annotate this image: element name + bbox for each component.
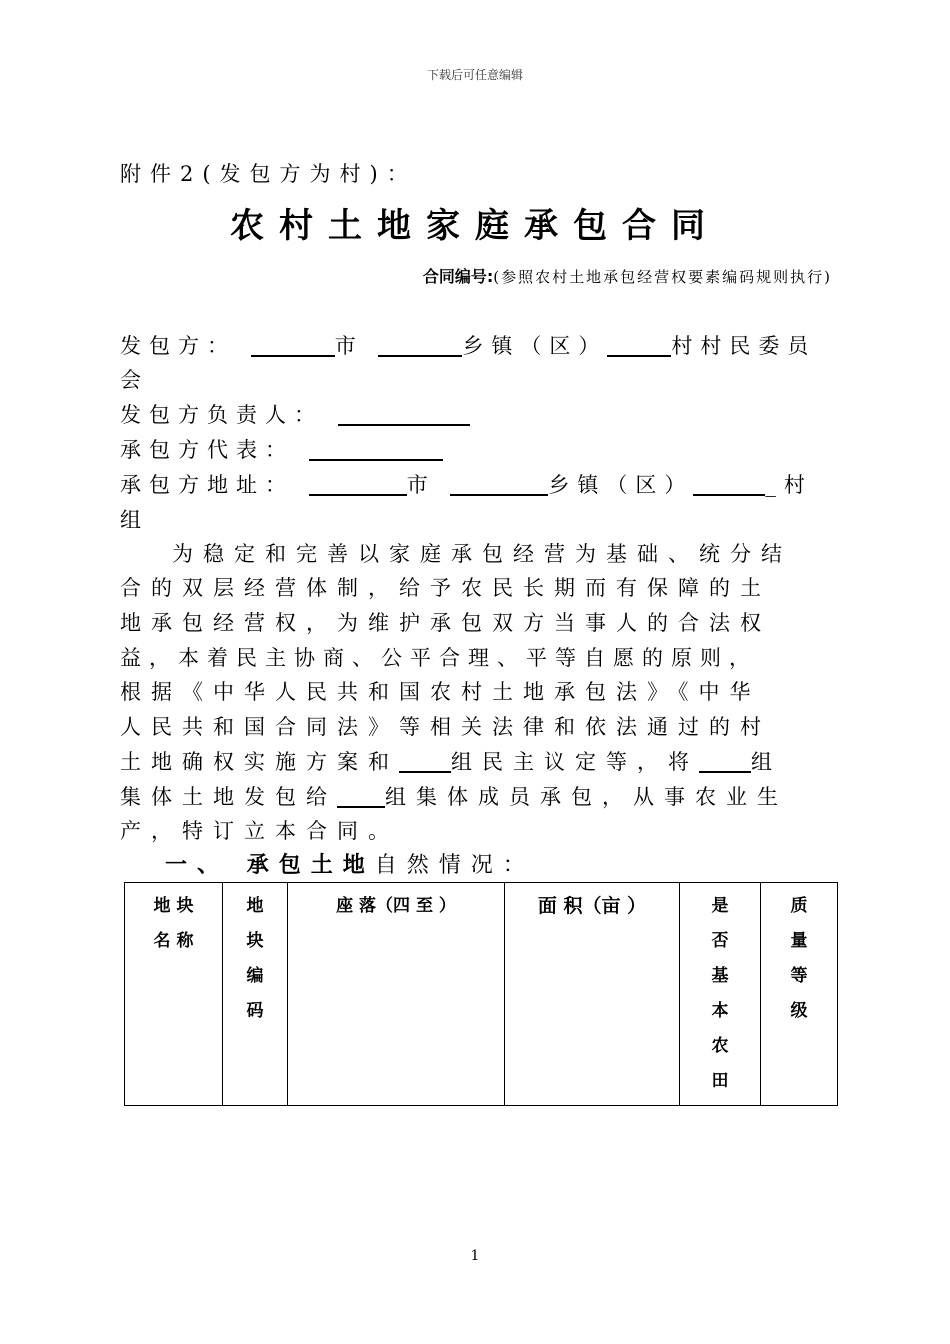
group-blank-1[interactable]	[399, 749, 451, 773]
header-text: 地 块	[153, 896, 194, 916]
group-blank-3[interactable]	[337, 784, 385, 808]
col-plot-code	[223, 883, 288, 1106]
contract-number	[423, 264, 832, 287]
para-line-7	[120, 745, 832, 780]
township-label: 乡镇（区）	[462, 334, 608, 358]
addr-township-label: 乡镇（区）	[548, 473, 694, 497]
para-line-4: 益，本着民主协商、公平合理、平等自愿的原则，	[120, 646, 758, 670]
section-1-title-rest: 自然情况：	[374, 853, 535, 878]
header-text: 名 称	[153, 931, 194, 951]
contract-number-label: 合同编号:	[422, 267, 494, 286]
header-text: 量	[790, 931, 808, 951]
village-committee-label: 村村民委员	[671, 334, 817, 358]
village-blank[interactable]	[607, 333, 671, 357]
table-header-row	[125, 883, 838, 1106]
addr-village-blank[interactable]	[693, 472, 765, 496]
header-text: 级	[790, 1001, 808, 1021]
para-line-3: 地承包经营权，为维护承包双方当事人的合法权	[120, 611, 771, 635]
village-committee-cont: 会	[120, 368, 149, 392]
page-number: 1	[470, 1248, 480, 1264]
header-text: 农	[711, 1036, 729, 1056]
para-line-5: 根据《中华人民共和国农村土地承包法》《中华	[120, 680, 761, 704]
col-quality-grade	[761, 883, 838, 1106]
para-8-text-b: 组集体成员承包，从事农业生	[385, 785, 788, 809]
section-1-number: 一、	[165, 853, 230, 878]
header-text: 质	[790, 896, 808, 916]
responsible-line	[120, 399, 830, 429]
issuer-label: 发包方：	[120, 334, 236, 358]
header-text: 面 积（亩 ）	[537, 895, 647, 917]
para-line-8	[120, 780, 832, 815]
issuer-line	[120, 330, 830, 360]
addr-village-label: _村	[765, 473, 813, 497]
col-location	[288, 883, 505, 1106]
responsible-blank[interactable]	[338, 402, 470, 426]
land-info-table	[124, 882, 838, 1106]
city-blank[interactable]	[251, 333, 335, 357]
para-line-2: 合的双层经营体制，给予农民长期而有保障的土	[120, 576, 771, 600]
para-7-text-a: 土地确权实施方案和	[120, 750, 399, 774]
addr-city-label: 市	[406, 473, 436, 497]
section-1-title: 承包土地	[246, 853, 375, 878]
header-text: 本	[711, 1001, 729, 1021]
para-line-6: 人民共和国合同法》等相关法律和依法通过的村	[120, 715, 771, 739]
para-line-9: 产，特订立本合同。	[120, 819, 399, 843]
para-8-text-a: 集体土地发包给	[120, 785, 337, 809]
addr-township-blank[interactable]	[450, 472, 548, 496]
para-7-text-b: 组民主议定等，将	[451, 750, 699, 774]
header-text: 编	[246, 966, 264, 986]
section-1-heading	[165, 848, 535, 879]
header-text: 块	[246, 931, 264, 951]
document-title: 农村土地家庭承包合同	[230, 206, 720, 246]
addr-group: 组	[120, 508, 149, 532]
col-basic-farmland	[680, 883, 761, 1106]
addr-city-blank[interactable]	[309, 472, 407, 496]
contractor-rep-blank[interactable]	[309, 437, 443, 461]
contractor-addr-label: 承包方地址：	[120, 473, 294, 497]
responsible-label: 发包方负责人：	[120, 403, 323, 427]
header-text: 否	[711, 931, 729, 951]
header-text: 地	[246, 896, 264, 916]
header-text: 是	[711, 896, 729, 916]
header-text: 码	[246, 1001, 264, 1021]
col-area	[505, 883, 680, 1106]
page-header: 下载后可任意编辑	[426, 68, 523, 82]
attachment-label: 附件2(发包方为村)：	[120, 162, 417, 186]
contractor-rep-label: 承包方代表：	[120, 438, 294, 462]
header-text: 基	[711, 966, 729, 986]
para-line-1: 为稳定和完善以家庭承包经营为基础、统分结	[172, 542, 792, 566]
para-7-text-c: 组	[751, 750, 782, 774]
city-label: 市	[334, 334, 364, 358]
contract-number-note: (参照农村土地承包经营权要素编码规则执行)	[493, 268, 832, 286]
contractor-addr-line	[120, 469, 830, 499]
township-blank[interactable]	[378, 333, 462, 357]
header-text: 座 落（四 至 ）	[336, 896, 456, 916]
col-plot-name	[125, 883, 223, 1106]
header-text: 等	[790, 966, 808, 986]
group-blank-2[interactable]	[699, 749, 751, 773]
header-text: 田	[711, 1071, 729, 1091]
contractor-rep-line	[120, 434, 830, 464]
